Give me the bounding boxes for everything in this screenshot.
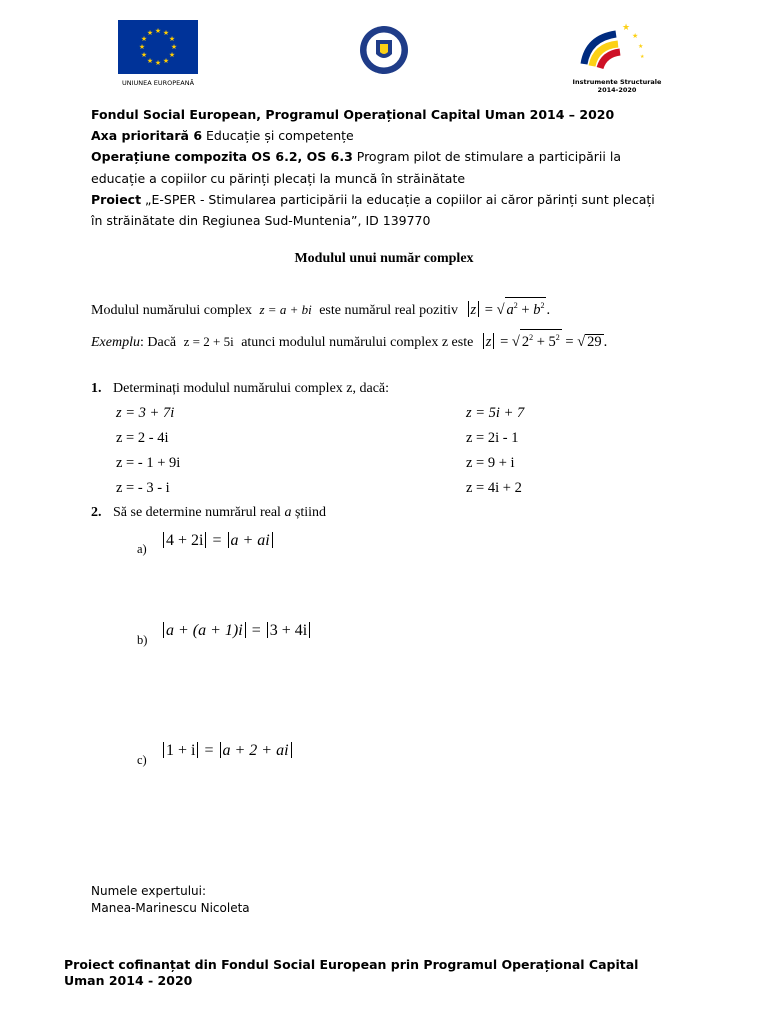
page-title: Modulul unui număr complex xyxy=(294,251,474,266)
example-formula: z = √ $2^2 + 5^2$ = √ 29 . xyxy=(481,334,608,350)
ex2-a-equation: 4 + 2i = a + ai xyxy=(161,532,275,550)
ex2-a-right: a + ai xyxy=(230,532,270,549)
definition-z-expr: z = a + bi xyxy=(259,301,312,317)
eu-caption: UNIUNEA EUROPEANĂ xyxy=(121,79,195,87)
example-label: Exemplu xyxy=(91,334,140,350)
svg-text:★: ★ xyxy=(638,43,644,50)
definition-prefix: Modulul numărului complex xyxy=(91,302,252,318)
proiect-line: Proiect „E-SPER - Stimularea participării la educație a copiilor ai căror părinți sunt plecați xyxy=(91,191,655,207)
exercise-2-heading xyxy=(91,505,326,521)
svg-text:★: ★ xyxy=(138,43,146,51)
ex1-right-2: z = 2i - 1 xyxy=(466,430,519,446)
eu-flag-icon xyxy=(118,20,198,74)
operatiune-line2: educație a copiilor cu părinți plecați la muncă în străinătate xyxy=(91,170,466,186)
footer-block xyxy=(64,957,638,989)
svg-text:★: ★ xyxy=(140,35,148,43)
svg-text:★: ★ xyxy=(168,35,176,43)
example-z-expr: z = 2 + 5i xyxy=(183,333,234,349)
is-caption-1: Instrumente Structurale xyxy=(572,78,662,86)
example-daca: : Dacă xyxy=(139,334,177,350)
svg-text:★: ★ xyxy=(154,27,162,35)
header-line1: Fondul Social European, Programul Operațional Capital Uman 2014 – 2020 xyxy=(91,107,615,122)
svg-text:★: ★ xyxy=(146,57,154,65)
ex2-b-equation: a + (a + 1)i = 3 + 4i xyxy=(161,622,312,640)
is-caption-2: 2014-2020 xyxy=(597,86,637,94)
ex2-a-label: a) xyxy=(137,542,147,556)
exercise-2-text-after: știind xyxy=(294,505,327,520)
expert-label: Numele expertului: xyxy=(91,884,207,898)
ex2-c-label: c) xyxy=(137,753,147,767)
definition-line xyxy=(91,297,550,319)
operatiune-line: Operațiune compozita OS 6.2, OS 6.3 Program pilot de stimulare a participării la xyxy=(91,149,621,165)
exercise-2-var: a xyxy=(284,505,292,520)
definition-middle: este numărul real pozitiv xyxy=(319,302,458,318)
ex2-b-left: a + (a + 1)i xyxy=(166,622,243,639)
footer-line1: Proiect cofinanțat din Fondul Social European prin Programul Operațional Capital xyxy=(64,957,639,972)
ex2-c-left: 1 + i xyxy=(166,742,196,759)
footer-line2: Uman 2014 - 2020 xyxy=(64,973,193,988)
svg-text:★: ★ xyxy=(154,59,162,67)
svg-text:★: ★ xyxy=(640,54,645,60)
government-logo xyxy=(356,24,412,76)
ex1-left-1: z = 3 + 7i xyxy=(116,405,175,421)
proiect-line2: în străinătate din Regiunea Sud-Muntenia”, ID 139770 xyxy=(91,213,431,229)
exercise-2-text-before: Să se determine numrărul real xyxy=(113,505,281,520)
exercise-2-number: 2. xyxy=(91,505,102,520)
axa-line: Axa prioritară 6 Educație și competențe xyxy=(91,128,354,144)
exercise-1-text: Determinați modulul numărului complex z, dacă: xyxy=(113,381,390,396)
svg-text:★: ★ xyxy=(140,51,148,59)
exercise-1-number: 1. xyxy=(91,381,102,396)
svg-text:★: ★ xyxy=(162,57,170,65)
example-line xyxy=(91,329,607,351)
ex2-a-left: 4 + 2i xyxy=(166,532,204,549)
svg-text:★: ★ xyxy=(632,32,639,40)
government-seal-icon xyxy=(356,24,412,76)
svg-text:★: ★ xyxy=(168,51,176,59)
ex2-c-right: a + 2 + ai xyxy=(222,742,289,759)
instrumente-structurale-logo xyxy=(572,16,662,96)
ex2-c-equation: 1 + i = a + 2 + ai xyxy=(161,742,294,760)
svg-text:★: ★ xyxy=(170,43,178,51)
svg-text:★: ★ xyxy=(162,29,170,37)
ex2-b-right: 3 + 4i xyxy=(269,622,308,639)
ex2-b-label: b) xyxy=(137,633,148,647)
ex1-right-4: z = 4i + 2 xyxy=(466,480,522,496)
expert-block xyxy=(91,883,250,917)
structural-instruments-icon xyxy=(572,16,662,74)
exercise-1-heading xyxy=(91,381,389,397)
ex1-left-3: z = - 1 + 9i xyxy=(116,455,181,471)
example-middle: atunci modulul numărului complex z este xyxy=(241,334,474,350)
eu-logo xyxy=(118,20,198,87)
expert-name: Manea-Marinescu Nicoleta xyxy=(91,901,250,915)
ex1-right-3: z = 9 + i xyxy=(466,455,515,471)
modulus-formula: z = √ $a^2 + b^2$ . xyxy=(466,302,551,318)
ex1-left-2: z = 2 - 4i xyxy=(116,430,169,446)
header-block xyxy=(91,104,711,231)
svg-text:★: ★ xyxy=(146,29,154,37)
ex1-left-4: z = - 3 - i xyxy=(116,480,170,496)
ex1-right-1: z = 5i + 7 xyxy=(466,405,525,421)
svg-text:★: ★ xyxy=(622,23,631,33)
